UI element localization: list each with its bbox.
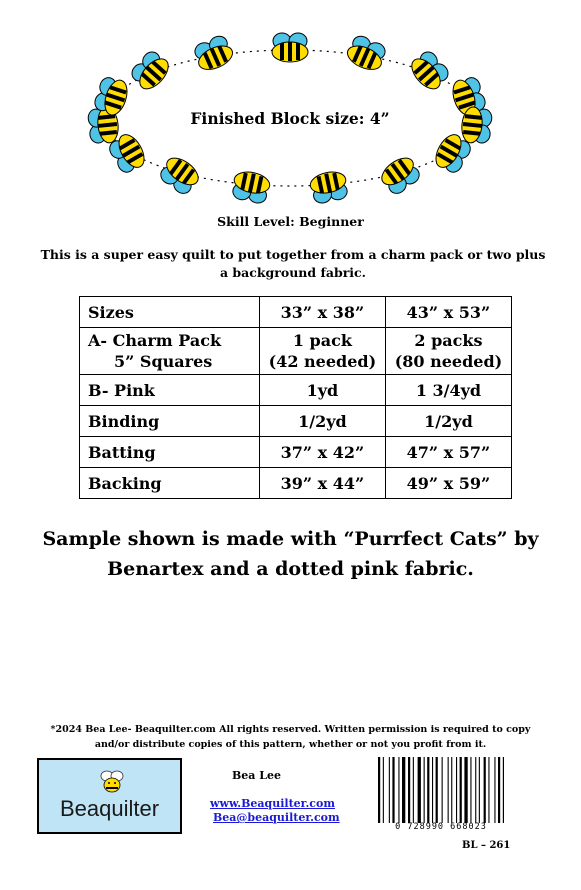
small-quilt-value-line: 1yd	[306, 380, 339, 400]
small-quilt-value-line: 33” x 38”	[280, 302, 365, 322]
row-label-line: Sizes	[88, 302, 134, 322]
copyright-notice: *2024 Bea Lee- Beaquilter.com All rights reserved. Written permission is required to copy and/or distribute copies of this pattern, whether or not you profit from it.	[50, 724, 531, 750]
table-row	[80, 328, 512, 375]
large-quilt-value	[385, 468, 511, 499]
row-label-line2: 5” Squares	[114, 352, 213, 371]
bee-icon	[98, 768, 126, 796]
bee-icon	[377, 153, 423, 198]
small-quilt-value-line: 39” x 44”	[280, 473, 365, 493]
row-label	[80, 375, 260, 406]
bee-icon	[157, 153, 203, 198]
sample-note: Sample shown is made with “Purrfect Cats” by Benartex and a dotted pink fabric.	[42, 528, 539, 580]
row-label-line: A- Charm Pack	[88, 331, 222, 350]
small-quilt-value-line2: (42 needed)	[268, 352, 377, 371]
table-row	[80, 375, 512, 406]
large-quilt-value	[385, 406, 511, 437]
row-label	[80, 297, 260, 328]
small-quilt-value	[259, 406, 385, 437]
table-row	[80, 468, 512, 499]
requirements-table	[79, 296, 512, 499]
large-quilt-value	[385, 437, 511, 468]
bee-icon	[407, 48, 453, 94]
author-name: Bea Lee	[232, 769, 281, 782]
small-quilt-value-line: 1/2yd	[298, 411, 347, 431]
large-quilt-value-line: 1 3/4yd	[415, 380, 482, 400]
row-label	[80, 437, 260, 468]
intro-text: This is a super easy quilt to put together from a charm pack or two plus a background fabric.	[40, 247, 546, 280]
large-quilt-value	[385, 328, 511, 375]
row-label	[80, 406, 260, 437]
skill-level: Skill Level: Beginner	[217, 214, 364, 229]
large-quilt-value-line: 43” x 53”	[406, 302, 491, 322]
row-label	[80, 468, 260, 499]
website-link[interactable]: www.Beaquilter.com	[210, 797, 335, 810]
small-quilt-value	[259, 328, 385, 375]
large-quilt-value	[385, 297, 511, 328]
small-quilt-value	[259, 375, 385, 406]
large-quilt-value-line: 49” x 59”	[406, 473, 491, 493]
small-quilt-value	[259, 297, 385, 328]
table-row	[80, 406, 512, 437]
beaquilter-logo	[37, 758, 182, 834]
small-quilt-value	[259, 437, 385, 468]
barcode-number: 0 728990 668023	[395, 822, 487, 832]
table-row	[80, 297, 512, 328]
logo-text: Beaquilter	[59, 796, 160, 821]
row-label-line: Backing	[88, 473, 162, 493]
large-quilt-value-line2: (80 needed)	[394, 352, 503, 371]
large-quilt-value-line: 2 packs	[414, 331, 483, 350]
large-quilt-value-line: 47” x 57”	[406, 442, 491, 462]
table-row	[80, 437, 512, 468]
large-quilt-value-line: 1/2yd	[424, 411, 473, 431]
barcode	[378, 757, 504, 823]
large-quilt-value	[385, 375, 511, 406]
email-link[interactable]: Bea@beaquilter.com	[213, 811, 340, 824]
row-label-line: Binding	[88, 411, 160, 431]
bee-icon	[272, 33, 308, 62]
small-quilt-value-line: 37” x 42”	[280, 442, 365, 462]
row-label-line: B- Pink	[88, 380, 155, 400]
row-label	[80, 328, 260, 375]
pattern-code: BL – 261	[462, 840, 511, 851]
bee-icon	[308, 169, 349, 205]
bee-icon	[230, 169, 271, 205]
small-quilt-value-line: 1 pack	[292, 331, 352, 350]
bee-icon	[344, 33, 389, 74]
small-quilt-value	[259, 468, 385, 499]
bee-icon	[191, 33, 236, 74]
row-label-line: Batting	[88, 442, 156, 462]
finished-block-size: Finished Block size: 4”	[190, 109, 390, 128]
bee-icon	[128, 48, 174, 94]
